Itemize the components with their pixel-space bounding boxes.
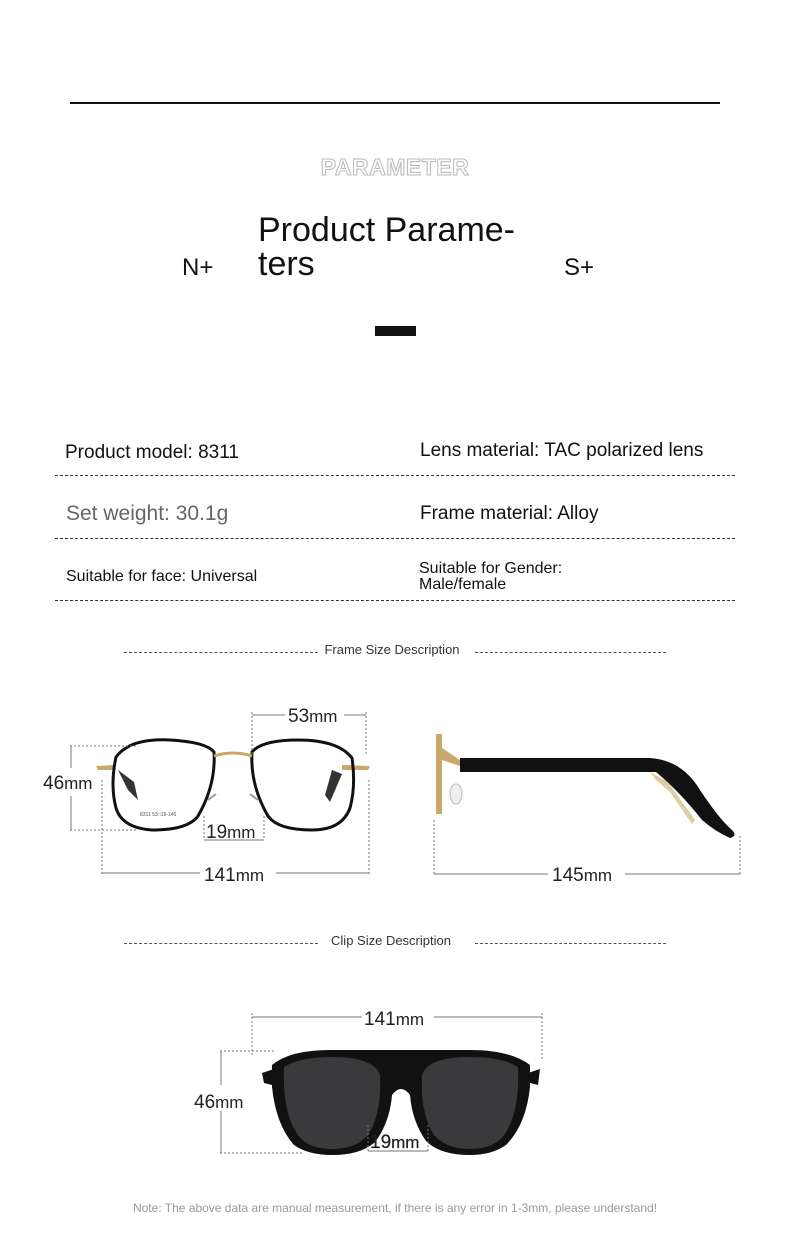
spec-suitable-gender [419,561,562,593]
dim-total-width: 141mm [204,865,265,886]
nose-pad [450,784,462,804]
right-temple-tip [325,770,342,802]
spec-product-model: Product model: 8311 [65,442,239,463]
heading-dash-left [124,943,318,944]
title-underline-bar [375,326,416,336]
gender-label: Suitable for Gender: [419,560,563,577]
clip-front-diagram [180,995,560,1165]
heading-dash-right [475,652,666,653]
measurement-note: Note: The above data are manual measurement, if there is any error in 1-3mm, please understand! [132,1201,658,1215]
bridge [214,753,252,756]
right-rim [252,740,354,830]
frame-size-heading [0,642,790,662]
title-line-1: Product Parame- [258,211,515,249]
divider [55,475,735,476]
divider [55,600,735,601]
temple-print: 8311 53□19-145 [140,812,177,818]
title-line-2: ters [258,245,315,283]
frame-size-heading-text: Frame Size Description [324,642,460,657]
spec-suitable-face: Suitable for face: Universal [66,568,258,585]
clip-size-heading [0,933,790,953]
dim-lens-height: 46mm [43,773,93,794]
clip-dim-lens-height: 46mm [194,1092,244,1113]
divider [55,538,735,539]
left-temple-tip [118,770,138,800]
clip-dim-total-width: 141mm [364,1009,425,1030]
clip-left-lens [284,1057,380,1149]
side-rim [436,734,442,814]
clip-right-lens [422,1057,518,1149]
top-rule [70,102,720,104]
dim-lens-width: 53mm [288,706,338,727]
gender-value: Male/female [419,576,507,593]
clip-size-heading-text: Clip Size Description [331,933,451,948]
frame-side-diagram [420,720,750,890]
right-hinge [342,765,370,770]
heading-dash-right [475,943,666,944]
dim-temple-length: 145mm [552,865,613,886]
spec-lens-material: Lens material: TAC polarized lens [420,440,704,461]
frame-front-diagram [30,690,390,890]
dim-bridge: 19mm [206,822,256,843]
parameter-label: PARAMETER [320,154,470,180]
s-plus-mark: S+ [564,254,595,281]
spec-frame-material: Frame material: Alloy [420,503,599,524]
side-temple [460,758,735,838]
n-plus-mark: N+ [182,254,214,281]
spec-set-weight: Set weight: 30.1g [66,502,229,525]
heading-dash-left [124,652,318,653]
clip-dim-bridge: 19mm [370,1132,420,1153]
page-title [258,213,528,281]
